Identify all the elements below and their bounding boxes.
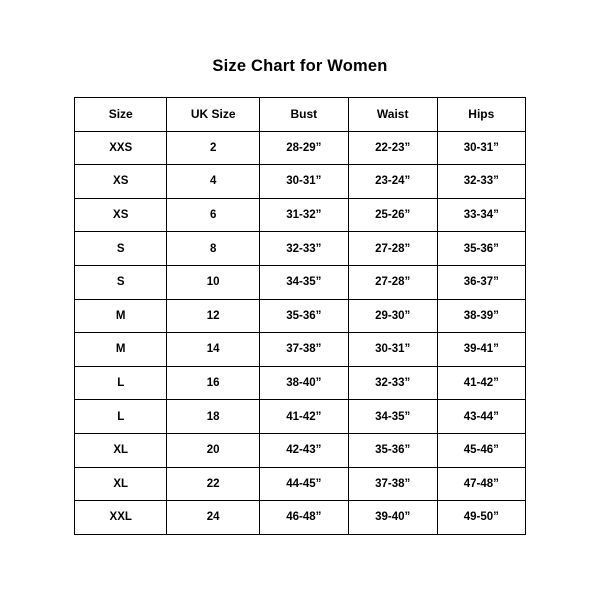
page-title: Size Chart for Women [212, 57, 388, 75]
cell-hips: 43-44” [437, 400, 525, 434]
cell-size: XXS [75, 131, 167, 165]
cell-hips: 32-33” [437, 165, 525, 199]
column-header-uk-size: UK Size [167, 98, 259, 132]
table-header-row [75, 98, 526, 132]
cell-uk-size: 2 [167, 131, 259, 165]
cell-hips: 49-50” [437, 501, 525, 535]
table-row [75, 265, 526, 299]
table-row [75, 232, 526, 266]
cell-size: L [75, 400, 167, 434]
cell-bust: 44-45” [259, 467, 348, 501]
cell-size: XS [75, 198, 167, 232]
cell-waist: 32-33” [348, 366, 437, 400]
table-row [75, 501, 526, 535]
cell-uk-size: 20 [167, 433, 259, 467]
cell-bust: 46-48” [259, 501, 348, 535]
cell-size: XL [75, 467, 167, 501]
column-header-hips: Hips [437, 98, 525, 132]
table-row [75, 198, 526, 232]
cell-hips: 41-42” [437, 366, 525, 400]
cell-waist: 30-31” [348, 333, 437, 367]
cell-hips: 39-41” [437, 333, 525, 367]
cell-bust: 38-40” [259, 366, 348, 400]
table-row [75, 299, 526, 333]
column-header-waist: Waist [348, 98, 437, 132]
cell-waist: 37-38” [348, 467, 437, 501]
cell-uk-size: 10 [167, 265, 259, 299]
cell-bust: 41-42” [259, 400, 348, 434]
column-header-bust: Bust [259, 98, 348, 132]
cell-hips: 33-34” [437, 198, 525, 232]
cell-waist: 35-36” [348, 433, 437, 467]
cell-size: M [75, 333, 167, 367]
cell-hips: 47-48” [437, 467, 525, 501]
cell-waist: 34-35” [348, 400, 437, 434]
cell-bust: 32-33” [259, 232, 348, 266]
cell-uk-size: 14 [167, 333, 259, 367]
cell-uk-size: 12 [167, 299, 259, 333]
cell-waist: 27-28” [348, 265, 437, 299]
table-row [75, 467, 526, 501]
cell-bust: 28-29” [259, 131, 348, 165]
table-row [75, 131, 526, 165]
cell-bust: 34-35” [259, 265, 348, 299]
cell-uk-size: 8 [167, 232, 259, 266]
cell-bust: 35-36” [259, 299, 348, 333]
cell-hips: 30-31” [437, 131, 525, 165]
table-row [75, 400, 526, 434]
table-row [75, 333, 526, 367]
cell-size: S [75, 232, 167, 266]
cell-uk-size: 16 [167, 366, 259, 400]
table-row [75, 366, 526, 400]
cell-size: M [75, 299, 167, 333]
cell-uk-size: 22 [167, 467, 259, 501]
cell-waist: 23-24” [348, 165, 437, 199]
cell-size: XL [75, 433, 167, 467]
cell-bust: 31-32” [259, 198, 348, 232]
cell-uk-size: 18 [167, 400, 259, 434]
cell-waist: 27-28” [348, 232, 437, 266]
cell-size: XS [75, 165, 167, 199]
table-row [75, 433, 526, 467]
cell-hips: 38-39” [437, 299, 525, 333]
cell-hips: 36-37” [437, 265, 525, 299]
cell-size: L [75, 366, 167, 400]
table-body [75, 131, 526, 534]
cell-bust: 37-38” [259, 333, 348, 367]
cell-hips: 45-46” [437, 433, 525, 467]
cell-uk-size: 6 [167, 198, 259, 232]
size-table-container [74, 97, 526, 535]
cell-waist: 29-30” [348, 299, 437, 333]
cell-waist: 22-23” [348, 131, 437, 165]
table-row [75, 165, 526, 199]
cell-waist: 39-40” [348, 501, 437, 535]
cell-bust: 42-43” [259, 433, 348, 467]
column-header-size: Size [75, 98, 167, 132]
cell-waist: 25-26” [348, 198, 437, 232]
table-header [75, 98, 526, 132]
cell-size: XXL [75, 501, 167, 535]
cell-bust: 30-31” [259, 165, 348, 199]
cell-size: S [75, 265, 167, 299]
cell-hips: 35-36” [437, 232, 525, 266]
size-table [74, 97, 526, 535]
cell-uk-size: 24 [167, 501, 259, 535]
cell-uk-size: 4 [167, 165, 259, 199]
